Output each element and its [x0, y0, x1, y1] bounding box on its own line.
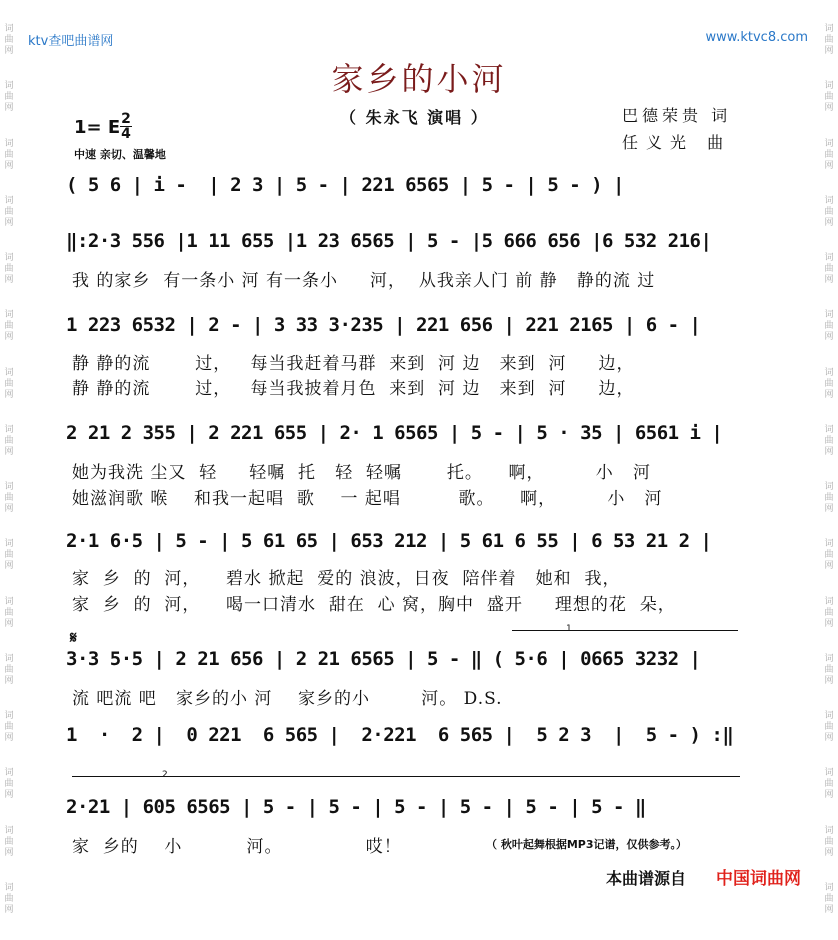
volta-number-2: 2 [162, 770, 168, 780]
score-line-4: 2 21 2 355 | 2 221 655 | 2· 1 6565 | 5 - | 5 · 35 | 6561 i | [66, 422, 723, 444]
score-line-8: 2·21 | 605 6565 | 5 - | 5 - | 5 - | 5 - | 5 - | 5 - ‖ [66, 796, 646, 818]
score-line-2: ‖:2·3 556 |1 11 655 |1 23 6565 | 5 - |5 666 656 |6 532 216| [66, 230, 712, 252]
lyric-line-5b: 家 乡 的 河， 喝一口清水 甜在 心 窝，胸中 盛开 理想的花 朵， [72, 595, 676, 615]
lyricist-credit: 巴德荣贵 词 [622, 106, 732, 125]
watermark-site-left[interactable]: ktv查吧曲谱网 [28, 34, 114, 49]
lyric-line-3b: 静 静的流 过， 每当我披着月色 来到 河 边 来到 河 边， [72, 379, 635, 399]
score-line-5: 2·1 6·5 | 5 - | 5 61 65 | 653 212 | 5 61 6 55 | 6 53 21 2 | [66, 530, 712, 552]
source-link[interactable]: 中国词曲网 [716, 869, 801, 889]
volta-number-1: 1 [566, 624, 572, 634]
lyric-line-8: 家 乡的 小 河。 哎！ [72, 837, 402, 857]
singer-credit: （ 朱永飞 演唱 ） [340, 108, 489, 127]
lyric-line-4b: 她滋润歌 喉 和我一起唱 歌 一 起唱 歌。 啊， 小 河 [72, 489, 663, 509]
composer-credit: 任义光 曲 [622, 133, 732, 152]
lyric-line-5a: 家 乡 的 河， 碧水 掀起 爱的 浪波，日夜 陪伴着 她和 我， [72, 569, 621, 589]
segno-sign: 𝄋 [70, 628, 77, 647]
side-watermark-left: 词 曲 网 词 曲 网 词 曲 网 词 曲 网 词 曲 网 词 曲 网 词 曲 网 词 曲 网 词 曲 网 词 曲 网 词 曲 网 词 曲 网 词 曲 网 词 曲 网 词 曲 网 词 曲 网 [4, 24, 14, 915]
lyric-line-3a: 静 静的流 过， 每当我赶着马群 来到 河 边 来到 河 边， [72, 354, 635, 374]
song-title: 家乡的小河 [331, 60, 507, 98]
score-line-3: 1 223 6532 | 2 - | 3 33 3·235 | 221 656 | 221 2165 | 6 - | [66, 314, 701, 336]
lyric-line-6: 流 吧流 吧 家乡的小 河 家乡的小 河。 D.S. [72, 689, 503, 709]
score-line-7: 1 · 2 | 0 221 6 565 | 2·221 6 565 | 5 2 3 | 5 - ) :‖ [66, 724, 734, 746]
lyric-line-2: 我 的家乡 有一条小 河 有一条小 河， 从我亲人门 前 静 静的流 过 [72, 271, 656, 291]
time-bottom: 4 [121, 126, 131, 142]
key-signature: 1= E [74, 117, 121, 138]
tempo-marking: 中速 亲切、温馨地 [74, 148, 166, 161]
score-line-intro: ( 5 6 | i - | 2 3 | 5 - | 221 6565 | 5 - | 5 - ) | [66, 174, 624, 196]
watermark-site-right[interactable]: www.ktvc8.com [705, 30, 808, 45]
volta-bracket-2 [72, 776, 740, 777]
volta-bracket-1 [512, 630, 738, 631]
source-label: 本曲谱源自 [606, 869, 687, 888]
time-signature [120, 112, 132, 141]
time-top: 2 [121, 111, 131, 127]
transcription-note: （ 秋叶起舞根据MP3记谱，仅供参考。） [486, 838, 687, 851]
side-watermark-right: 词 曲 网 词 曲 网 词 曲 网 词 曲 网 词 曲 网 词 曲 网 词 曲 网 词 曲 网 词 曲 网 词 曲 网 词 曲 网 词 曲 网 词 曲 网 词 曲 网 词 曲 网 词 曲 网 [824, 24, 834, 915]
score-line-6: 3·3 5·5 | 2 21 656 | 2 21 6565 | 5 - ‖ ( 5·6 | 0665 3232 | [66, 648, 701, 670]
lyric-line-4a: 她为我洗 尘又 轻 轻嘱 托 轻 轻嘱 托。 啊， 小 河 [72, 463, 651, 483]
